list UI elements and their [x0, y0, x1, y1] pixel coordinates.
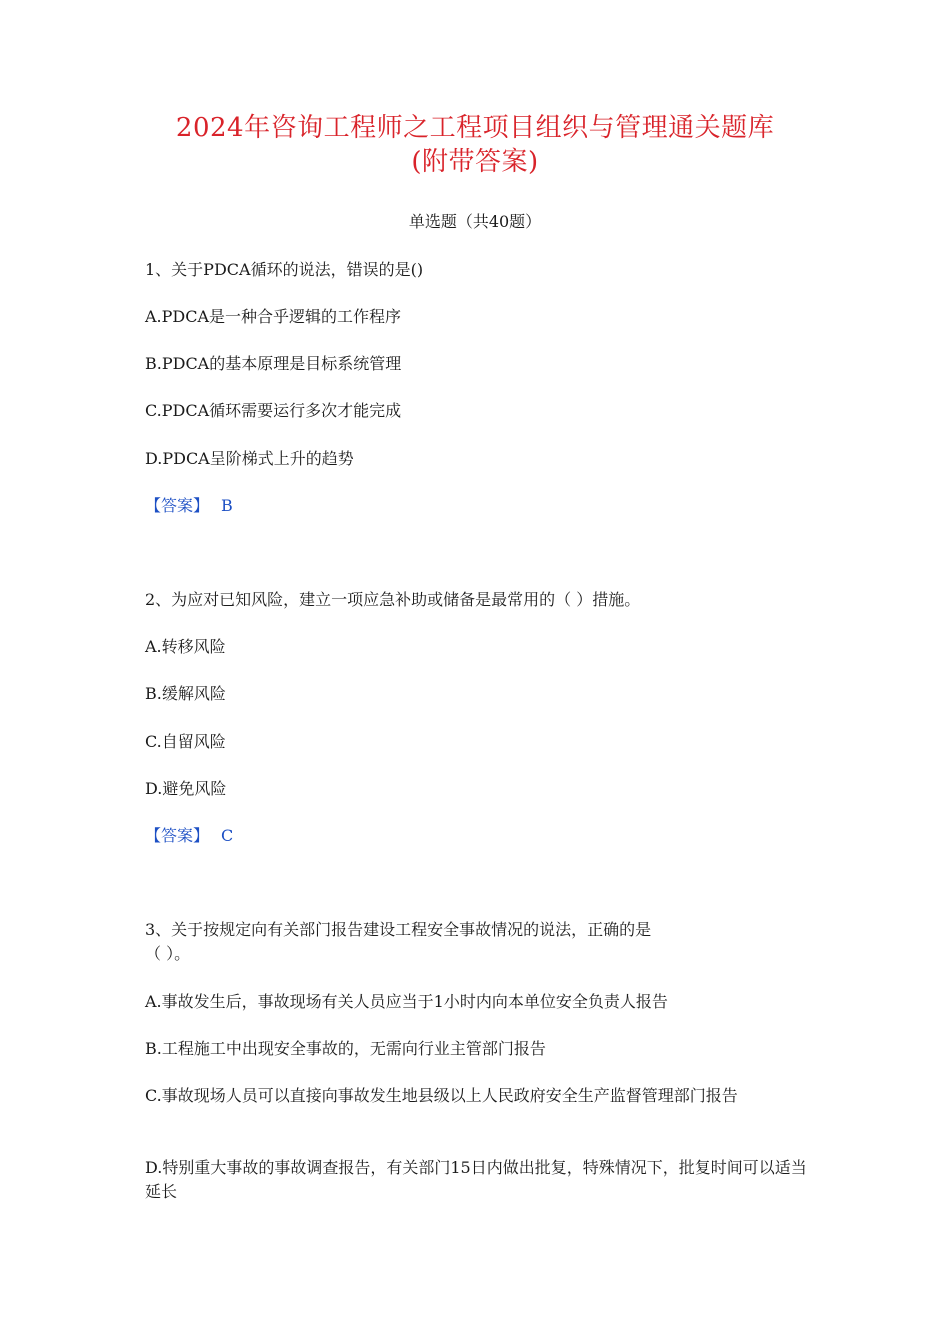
question-2-option-a: A.转移风险	[145, 637, 226, 656]
question-3-option-b: B.工程施工中出现安全事故的，无需向行业主管部门报告	[145, 1039, 546, 1058]
question-3-option-a: A.事故发生后，事故现场有关人员应当于1小时内向本单位安全负责人报告	[145, 992, 668, 1011]
question-1-answer	[145, 494, 810, 518]
question-2-option-d: D.避免风险	[145, 779, 227, 798]
question-3-stem-line-2: （ ）。	[145, 944, 191, 963]
answer-label: 【答案】	[145, 826, 210, 845]
question-1-option-d: D.PDCA呈阶梯式上升的趋势	[145, 449, 354, 468]
question-1-stem: 1、关于PDCA循环的说法，错误的是()	[145, 260, 424, 279]
question-2-stem: 2、为应对已知风险，建立一项应急补助或储备是最常用的（ ）措施。	[145, 590, 641, 609]
question-2-option-c: C.自留风险	[145, 732, 226, 751]
question-1-option-c: C.PDCA循环需要运行多次才能完成	[145, 401, 402, 420]
answer-value: C	[221, 826, 234, 845]
section-heading: 单选题（共40题）	[408, 212, 542, 231]
question-1-option-b: B.PDCA的基本原理是目标系统管理	[145, 354, 402, 373]
question-2-option-b: B.缓解风险	[145, 684, 226, 703]
question-1-option-a: A.PDCA是一种合乎逻辑的工作程序	[145, 307, 402, 326]
document-title-line-1: 2024年咨询工程师之工程项目组织与管理通关题库	[175, 113, 775, 143]
document-title-line-2: (附带答案)	[411, 147, 539, 177]
question-3-option-c: C.事故现场人员可以直接向事故发生地县级以上人民政府安全生产监督管理部门报告	[145, 1086, 738, 1105]
answer-value: B	[221, 496, 233, 515]
question-3-option-d: D.特别重大事故的事故调查报告，有关部门15日内做出批复，特殊情况下，批复时间可以适当延长	[145, 1158, 807, 1201]
answer-label: 【答案】	[145, 496, 210, 515]
question-2-answer	[145, 824, 810, 848]
question-3-stem-line-1: 3、关于按规定向有关部门报告建设工程安全事故情况的说法，正确的是	[145, 920, 652, 939]
